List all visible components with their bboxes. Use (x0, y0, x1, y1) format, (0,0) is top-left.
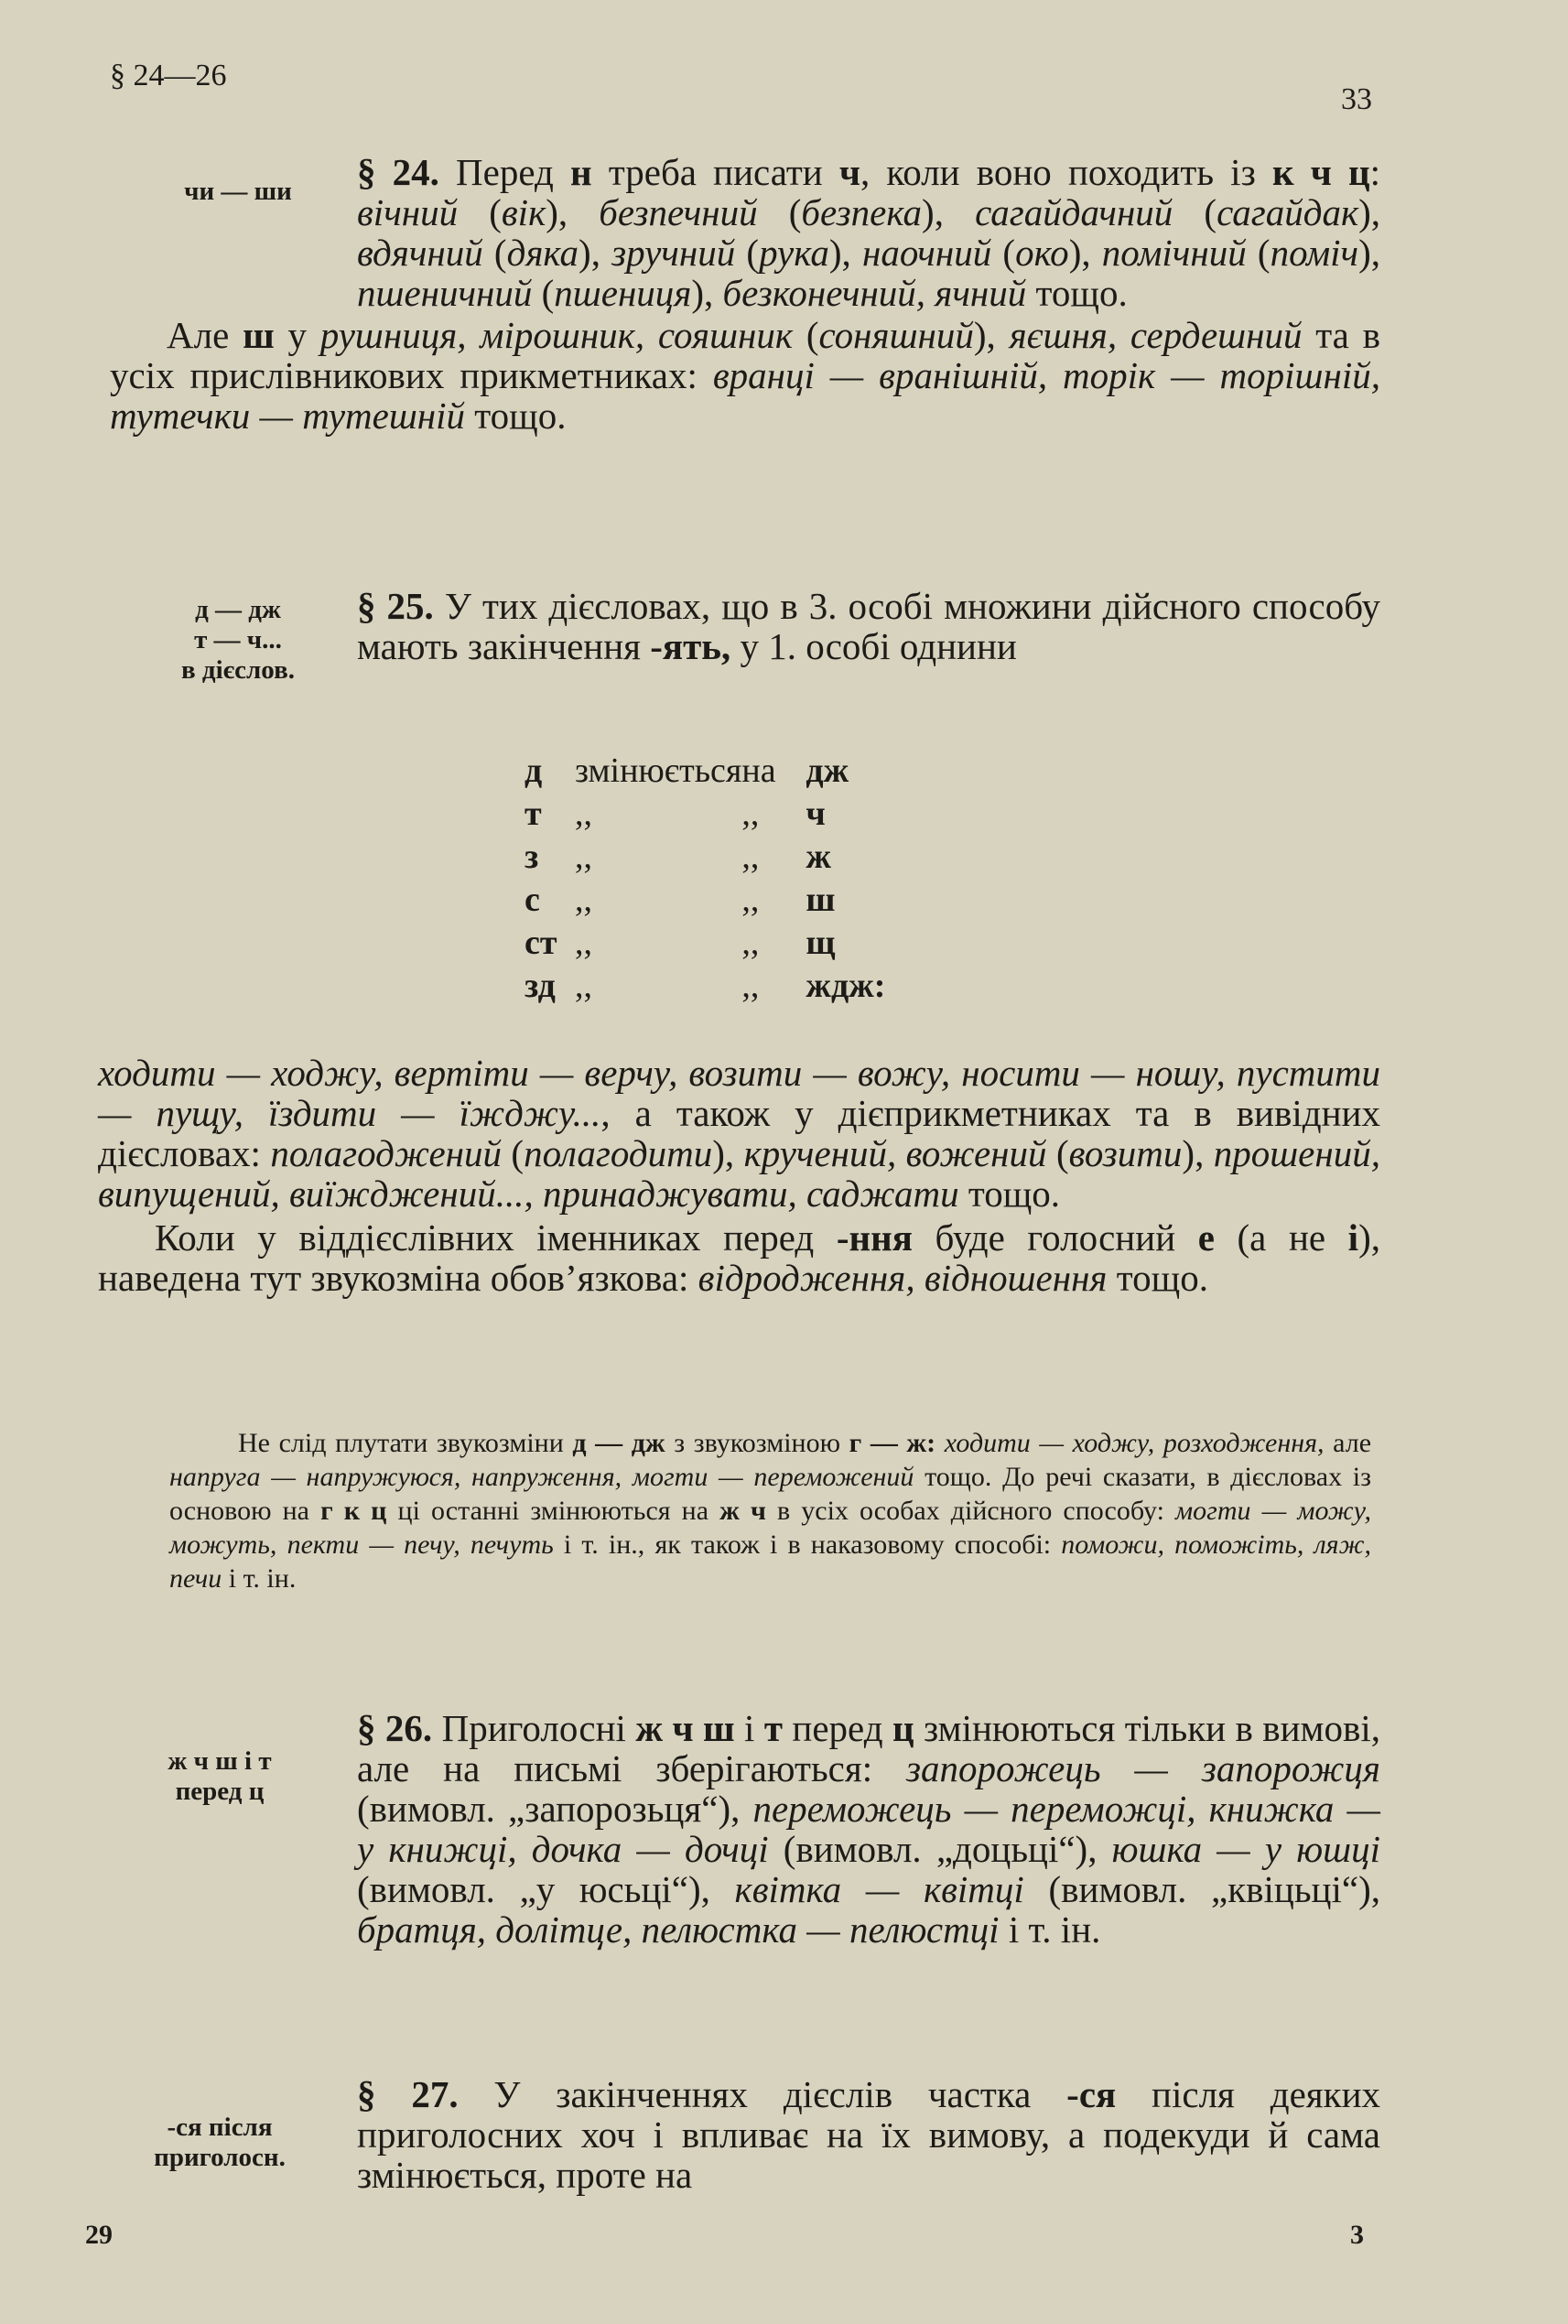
table-cell: ,, (741, 794, 760, 833)
table-cell: на (741, 751, 776, 790)
text-run: ( (458, 191, 502, 233)
italic-run: братця, долітце, пелюстка — пелюстці (357, 1908, 1000, 1951)
text-run: тощо. До речі сказати, в дієсловах із основою на (169, 1462, 1371, 1526)
text-run: ), (579, 232, 612, 274)
margin-note-line: приголосн. (154, 2143, 286, 2172)
text-run: з звукозміною (665, 1428, 849, 1458)
section-24-para-1 (110, 152, 1380, 313)
italic-run: возити (1068, 1132, 1183, 1174)
section-number: § 25. (357, 585, 434, 627)
table-cell: ст (524, 923, 557, 962)
text-run: і т. ін. (999, 1908, 1101, 1951)
table-cell: д (524, 751, 543, 790)
text-run: і (734, 1707, 764, 1749)
text-run: ( (1046, 1132, 1069, 1174)
text-run: і т. ін. (222, 1563, 297, 1594)
text-run: але (1324, 1428, 1372, 1458)
section-26 (98, 1708, 1380, 1950)
italic-run: соняшний (818, 314, 974, 356)
italic-run: сагайдак (1217, 191, 1359, 233)
section-24 (110, 152, 1380, 436)
bold-run: н (570, 151, 592, 193)
italic-run: вік (501, 191, 546, 233)
text-run: ( (532, 272, 555, 314)
italic-run: наочний (862, 232, 992, 274)
section-number: § 27. (357, 2073, 459, 2115)
italic-run: ходити — ходжу, вертіти — верчу, возити — вожу, носити — ношу, пустити — пущу, їздити — їжджу... (98, 1052, 1380, 1134)
table-row (524, 921, 885, 964)
section-25-examples (98, 1053, 1380, 1298)
table-cell: ,, (575, 966, 592, 1005)
page-number: 33 (1341, 82, 1372, 116)
text-run: ( (1173, 191, 1217, 233)
section-number: § 26. (357, 1707, 433, 1749)
table-row (524, 878, 885, 921)
italic-run: вранці — вранішній, торік — торішній, тутечки — тутешній (110, 354, 1380, 437)
text-run: У тих дієсловах, що в 3. особі множини дійсного способу мають закінчення (357, 585, 1380, 667)
bold-run: т (763, 1707, 783, 1749)
text-run: Перед (438, 151, 571, 193)
margin-note-line: перед ц (175, 1777, 265, 1806)
italic-run: безконечний, ячний (722, 272, 1027, 314)
text-run: Але (167, 314, 243, 356)
italic-run: помічний (1101, 232, 1247, 274)
bold-run: к ч ц (1271, 151, 1370, 193)
text-run: ( (482, 232, 507, 274)
margin-note-line: ж ч ш і т (168, 1746, 272, 1776)
text-run: ), (546, 191, 600, 233)
italic-run: напруга — напружуюся, напруження, могти — переможений (169, 1462, 914, 1492)
italic-run: кручений, вожений (743, 1132, 1047, 1174)
text-run: , а також у дієприкметниках та в вивідних дієсловах: (98, 1092, 1380, 1174)
table-cell: ,, (741, 837, 760, 876)
text-run: ), (1358, 232, 1381, 274)
italic-run: сагайдачний (975, 191, 1173, 233)
table-cell: щ (806, 923, 836, 962)
text-run: тощо. (1026, 272, 1128, 314)
text-run: (вимовл. „у юсьці“), (357, 1868, 735, 1910)
italic-run: безпека (801, 191, 923, 233)
text-run: після деяких приголосних хоч і впливає на їх вимову, а подекуди й сама змінюється, проте на (357, 2073, 1381, 2196)
table-row (524, 749, 885, 792)
text-run: : (1369, 151, 1381, 193)
text-run: ( (1246, 232, 1271, 274)
consonant-table-grid (524, 749, 885, 1007)
text-run: тощо. (1107, 1257, 1208, 1299)
section-25-para-2 (98, 1053, 1380, 1214)
margin-note-line: д — дж (195, 595, 281, 624)
text-run: ), (1182, 1132, 1214, 1174)
text-run: тощо. (465, 395, 567, 437)
bold-run: і (1347, 1216, 1359, 1259)
text-run: , коли воно походить із (860, 151, 1272, 193)
section-27-para-1 (98, 2074, 1380, 2195)
bold-run: -ння (836, 1216, 913, 1259)
text-run: ), (712, 1132, 744, 1174)
text-run: тощо. (958, 1173, 1061, 1215)
italic-run: безпечний (599, 191, 758, 233)
text-run: (вимовл. „запорозьця“), (357, 1788, 753, 1830)
text-run: буде голосний (912, 1216, 1198, 1259)
italic-run: юшка — у юшці (1111, 1828, 1381, 1870)
text-run: Не слід плутати звукозміни (238, 1428, 573, 1458)
table-cell: ,, (741, 923, 760, 962)
bold-run: г к ц (320, 1496, 387, 1526)
section-24-para-2 (110, 315, 1380, 436)
text-run: і т. ін., як також і в наказовому способі: (553, 1530, 1062, 1560)
section-number: § 24. (357, 151, 439, 193)
text-run: ( (793, 314, 819, 356)
table-cell: з (524, 837, 539, 876)
table-cell: с (524, 880, 540, 919)
section-26-para-1 (98, 1708, 1380, 1950)
text-run: у 1. особі однини (730, 625, 1017, 667)
italic-run: запорожець — запорожця (906, 1747, 1380, 1789)
text-run: У закінченнях дієслів частка (458, 2073, 1067, 2115)
table-cell: ,, (741, 880, 760, 919)
text-run: (вимовл. „доцьці“), (768, 1828, 1112, 1870)
section-25-para-1 (110, 586, 1380, 666)
signature-mark: 29 (85, 2220, 113, 2250)
text-run: перед (783, 1707, 892, 1749)
text-run: в усіх особах дійсного способу: (765, 1496, 1176, 1526)
bold-run: -ять, (650, 625, 731, 667)
table-cell: ,, (575, 794, 592, 833)
italic-run: рушниця, мірошник, сояшник (319, 314, 794, 356)
table-cell: ждж: (806, 966, 886, 1005)
text-run (935, 1428, 945, 1458)
bold-run: -ся (1066, 2073, 1117, 2115)
italic-run: поможи, поможіть, ляж, печи (169, 1530, 1372, 1594)
italic-run: квітка — квітці (734, 1868, 1024, 1910)
text-run: ), наведена тут звукозміна обов’язкова: (98, 1216, 1380, 1299)
italic-run: прошений, випущений, виїжджений..., принаджувати, саджати (98, 1132, 1380, 1215)
section-27 (98, 2074, 1380, 2195)
running-header-sections: § 24—26 (110, 59, 227, 92)
margin-note-24: чи — ши (184, 177, 292, 206)
margin-note-line: в дієслов. (180, 655, 295, 685)
bold-run: ж ч (719, 1496, 766, 1526)
margin-note-line: -ся після (167, 2113, 273, 2142)
margin-note-line: т — ч... (194, 625, 282, 654)
text-run: ( (991, 232, 1016, 274)
table-cell: ,, (575, 837, 592, 876)
bold-run: д — дж (572, 1428, 665, 1458)
italic-run: око (1015, 232, 1069, 274)
italic-run: могти — можу, можуть, пекти — печу, печуть (169, 1496, 1372, 1560)
text-run: (вимовл. „квіцьці“), (1023, 1868, 1380, 1910)
text-run: ), (828, 232, 863, 274)
text-run: Коли у віддієслівних іменниках перед (155, 1216, 837, 1259)
italic-run: відродження, відношення (697, 1257, 1108, 1299)
italic-run: пшеничний (357, 272, 533, 314)
italic-run: вічний (357, 191, 459, 233)
italic-run: пшениця (554, 272, 692, 314)
text-run: ), (973, 314, 1010, 356)
section-25-small-note (169, 1426, 1371, 1595)
consonant-change-table (524, 749, 885, 1007)
text-run: ), (922, 191, 976, 233)
bold-run: ч (838, 151, 861, 193)
text-run: Приголосні (432, 1707, 636, 1749)
text-run: ( (735, 232, 760, 274)
section-25-para-3 (98, 1217, 1380, 1298)
italic-run: переможець — переможці, книжка — у книжці, дочка — дочці (357, 1788, 1380, 1870)
italic-run: полагоджений (270, 1132, 503, 1174)
table-cell: т (524, 794, 542, 833)
table-row (524, 792, 885, 835)
italic-run: дяка (506, 232, 579, 274)
section-25 (110, 586, 1380, 666)
text-run: ), (1358, 191, 1381, 233)
table-cell: ,, (741, 966, 760, 1005)
table-cell: ш (806, 880, 836, 919)
text-run: ), (691, 272, 723, 314)
italic-run: зручний (611, 232, 736, 274)
table-cell: ч (806, 794, 826, 833)
table-cell: змінюється (575, 751, 742, 790)
italic-run: поміч (1270, 232, 1359, 274)
bold-run: е (1197, 1216, 1215, 1259)
bold-run: г — ж: (849, 1428, 936, 1458)
text-run: змінюються тільки в вимові, але на письмі зберігаються: (357, 1707, 1380, 1789)
text-run: ( (502, 1132, 524, 1174)
bold-run: ж ч ш (635, 1707, 735, 1749)
text-run: ( (757, 191, 802, 233)
italic-run: ходити — ходжу, розходження, (944, 1428, 1325, 1458)
text-run: у (274, 314, 320, 356)
table-cell: ж (806, 837, 831, 876)
signature-number: 3 (1350, 2220, 1364, 2250)
table-cell: ,, (575, 923, 592, 962)
italic-run: полагодити (524, 1132, 713, 1174)
italic-run: яєшня, сердешний (1009, 314, 1303, 356)
text-run: ці останні змінюються на (386, 1496, 720, 1526)
table-cell: дж (806, 751, 849, 790)
table-cell: зд (524, 966, 556, 1005)
text-run: (а не (1214, 1216, 1348, 1259)
text-run: та в усіх прислівникових прикметниках: (110, 314, 1381, 396)
table-row (524, 835, 885, 878)
text-run: треба писати (591, 151, 839, 193)
table-cell: ,, (575, 880, 592, 919)
bold-run: ш (243, 314, 275, 356)
bold-run: ц (892, 1707, 914, 1749)
table-row (524, 964, 885, 1007)
text-run: ), (1068, 232, 1102, 274)
italic-run: вдячний (357, 232, 483, 274)
italic-run: рука (759, 232, 829, 274)
